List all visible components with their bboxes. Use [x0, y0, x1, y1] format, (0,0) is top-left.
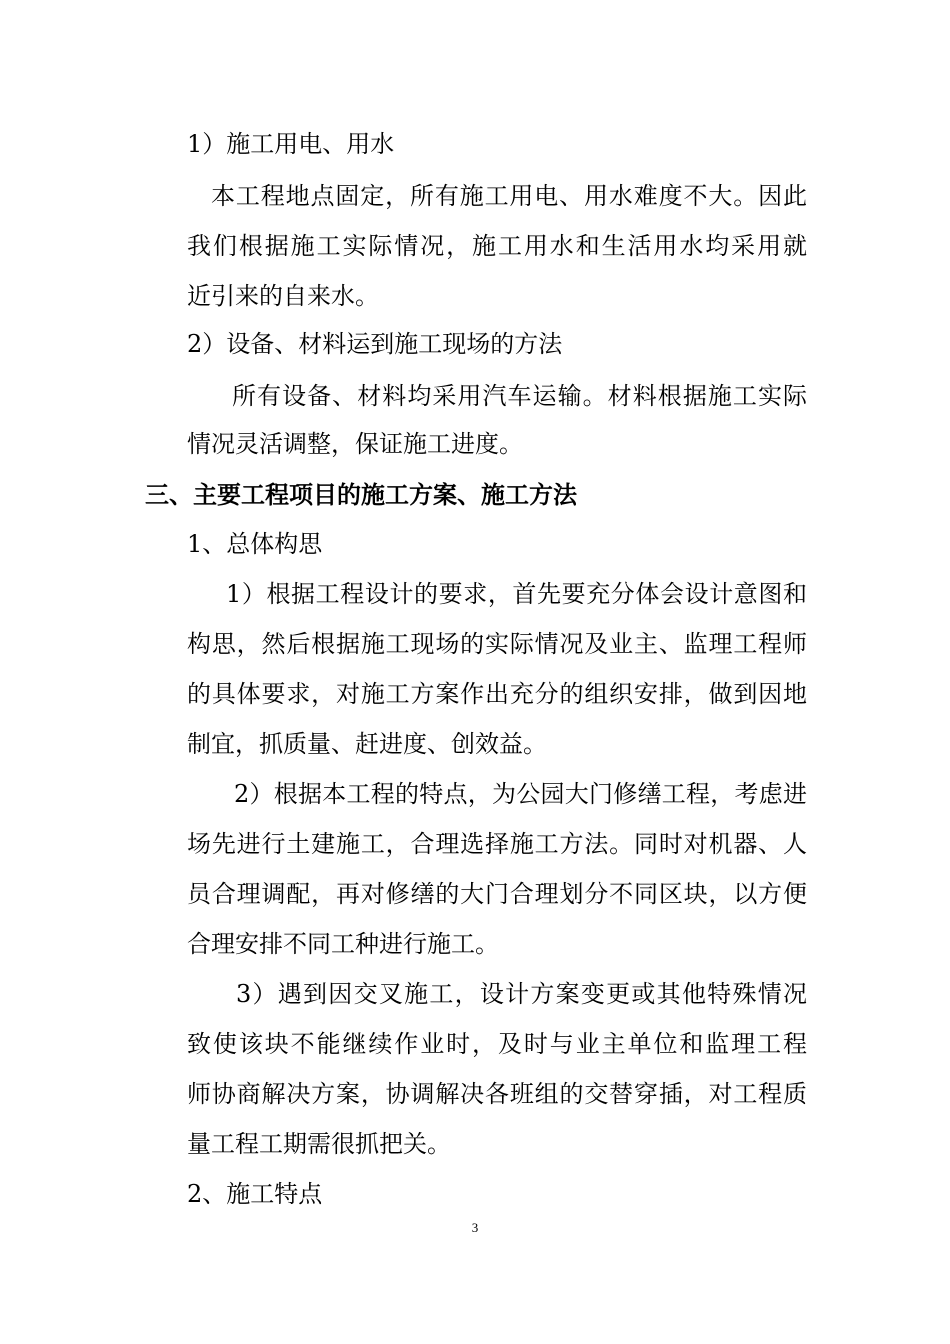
paragraph-line: 员合理调配，再对修缮的大门合理划分不同区块，以方便 [187, 880, 807, 908]
subheading-construction-features: 2、施工特点 [187, 1180, 323, 1208]
paragraph-line: 的具体要求，对施工方案作出充分的组织安排，做到因地 [187, 680, 807, 708]
subheading-electricity-water: 1）施工用电、用水 [187, 130, 395, 158]
subheading-equipment-transport: 2）设备、材料运到施工现场的方法 [187, 330, 563, 358]
paragraph-line: 场先进行土建施工，合理选择施工方法。同时对机器、人 [187, 830, 807, 858]
paragraph-line: 我们根据施工实际情况，施工用水和生活用水均采用就 [187, 232, 807, 260]
paragraph-line: 近引来的自来水。 [187, 282, 379, 310]
paragraph-line: 量工程工期需很抓把关。 [187, 1130, 451, 1158]
paragraph-line: 致使该块不能继续作业时，及时与业主单位和监理工程 [187, 1030, 807, 1058]
paragraph-line: 合理安排不同工种进行施工。 [187, 930, 499, 958]
paragraph-line: 情况灵活调整，保证施工进度。 [187, 430, 523, 458]
paragraph-line: 构思，然后根据施工现场的实际情况及业主、监理工程师 [187, 630, 807, 658]
paragraph-line: 2）根据本工程的特点，为公园大门修缮工程，考虑进 [234, 780, 807, 808]
paragraph-line: 师协商解决方案，协调解决各班组的交替穿插，对工程质 [187, 1080, 807, 1108]
page-number: 3 [471, 1220, 479, 1235]
paragraph-line: 1）根据工程设计的要求，首先要充分体会设计意图和 [226, 580, 807, 608]
subheading-overall-concept: 1、总体构思 [187, 530, 323, 558]
paragraph-line: 本工程地点固定，所有施工用电、用水难度不大。因此 [211, 182, 807, 210]
section-heading: 三、主要工程项目的施工方案、施工方法 [145, 480, 577, 509]
paragraph-line: 3）遇到因交叉施工，设计方案变更或其他特殊情况 [236, 980, 807, 1008]
paragraph-line: 所有设备、材料均采用汽车运输。材料根据施工实际 [232, 382, 807, 410]
paragraph-line: 制宜，抓质量、赶进度、创效益。 [187, 730, 547, 758]
